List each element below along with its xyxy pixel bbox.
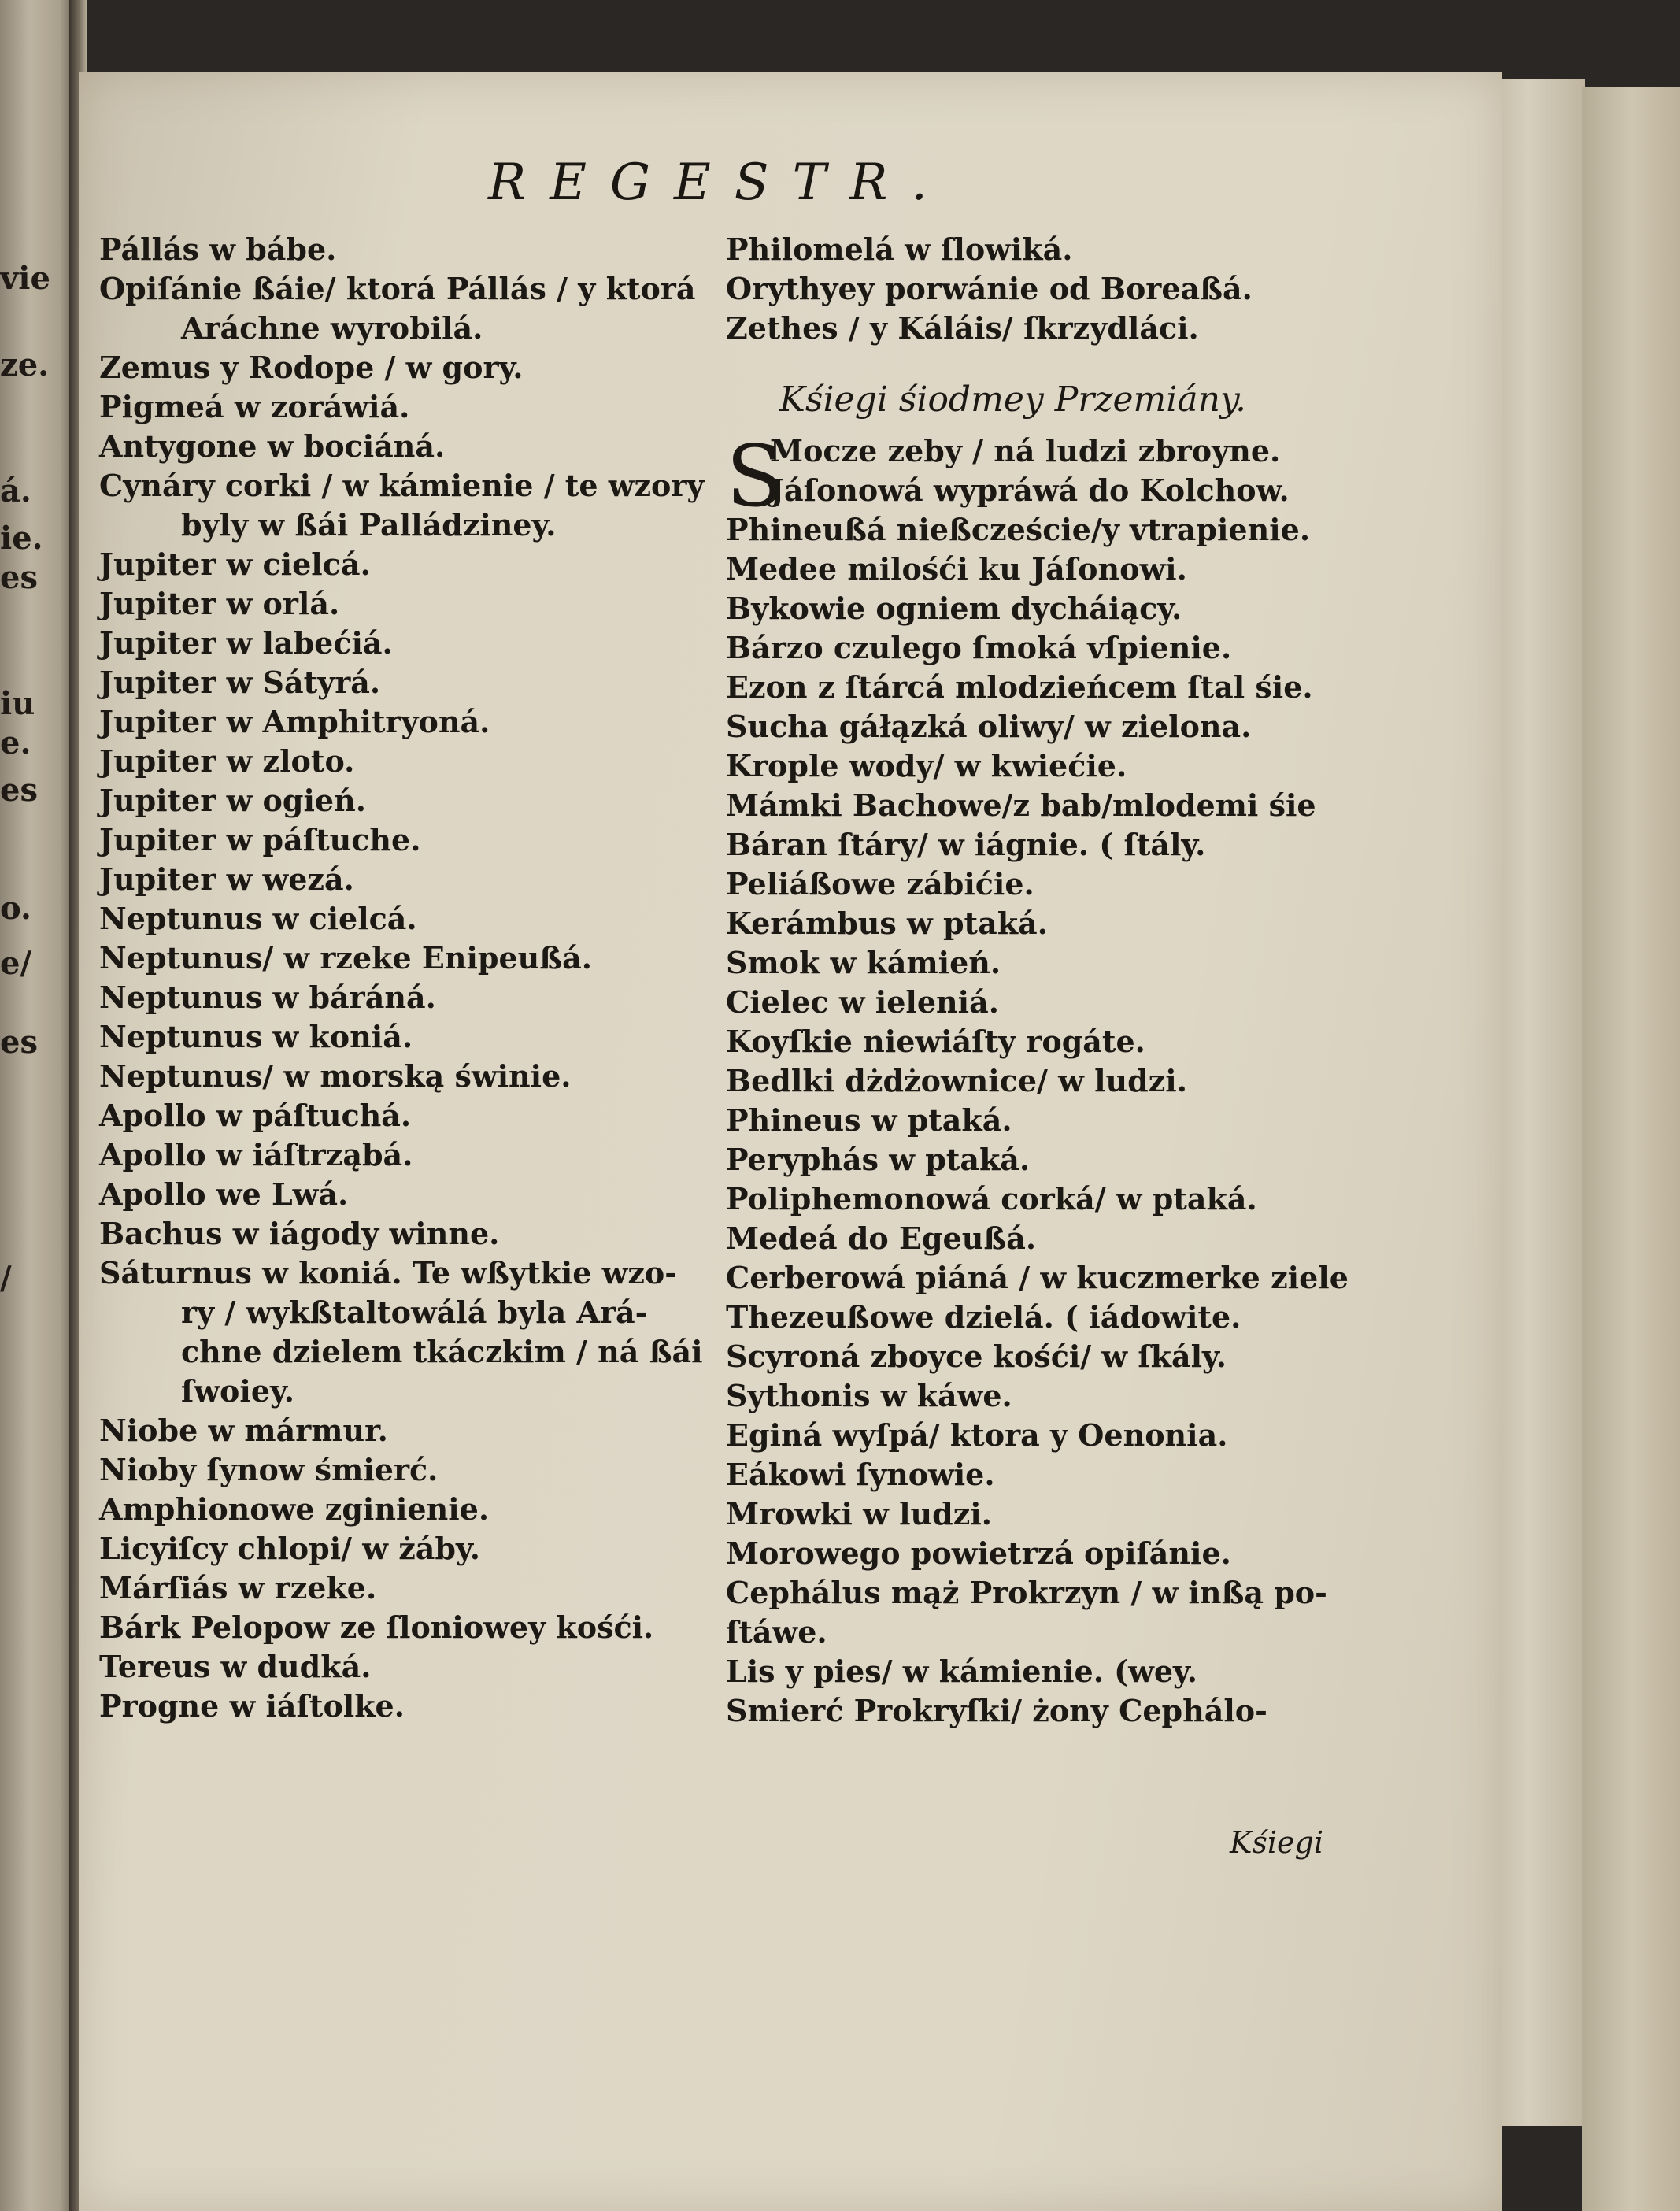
register-entry: Mocze zeby / ná ludzi zbroyne. — [770, 433, 1281, 468]
register-entry: Antygone w bociáná. — [99, 428, 446, 464]
register-entry: Jupiter w labećiá. — [99, 625, 393, 661]
register-entry: Aráchne wyrobilá. — [181, 310, 483, 346]
register-entry: Sythonis w káwe. — [726, 1378, 1012, 1413]
page-block-edge — [1582, 87, 1680, 2211]
register-entry: Jáſonowá wypráwá do Kolchow. — [770, 472, 1290, 508]
register-entry: Márſiás w rzeke. — [99, 1570, 377, 1605]
register-entry: Opiſánie ßáie/ ktorá Pállás / y ktorá — [99, 271, 696, 306]
page-edge — [1488, 79, 1585, 2126]
register-entry: Jupiter w Amphitryoná. — [99, 704, 490, 739]
previous-page-fragment: ie. — [0, 520, 43, 557]
catchword: Kśiegi — [1230, 1825, 1324, 1860]
register-entry: Pigmeá w zoráwiá. — [99, 389, 410, 424]
register-entry: Neptunus w koniá. — [99, 1019, 413, 1054]
register-entry: byly w ßái Palládziney. — [181, 507, 557, 543]
register-entry: Medeá do Egeußá. — [726, 1220, 1037, 1256]
register-entry: Sáturnus w koniá. Te wßytkie wzo- — [99, 1255, 678, 1291]
register-entry: chne dzielem tkáczkim / ná ßái — [181, 1334, 703, 1369]
register-entry: Cerberowá piáná / w kuczmerke ziele — [726, 1260, 1349, 1295]
register-entry: Jupiter w ogień. — [99, 783, 366, 818]
register-entry: Poliphemonowá corká/ w ptaká. — [726, 1181, 1257, 1217]
register-entry: Neptunus w cielcá. — [99, 901, 417, 936]
register-entry: Orythyey porwánie od Boreaßá. — [726, 271, 1253, 306]
register-entry: Phineus w ptaká. — [726, 1102, 1012, 1138]
register-entry: Báran ſtáry/ w iágnie. ( ſtály. — [726, 827, 1206, 862]
register-entry: Krople wody/ w kwiećie. — [726, 748, 1127, 783]
register-entry: Sucha gáłązká oliwy/ w zielona. — [726, 709, 1252, 744]
previous-page-fragment: e/ — [0, 945, 32, 982]
running-head: REGESTR. — [488, 154, 951, 212]
register-entry: Jupiter w wezá. — [99, 861, 354, 897]
register-entry: Peryphás w ptaká. — [726, 1142, 1031, 1177]
register-entry: Ezon z ſtárcá mlodzieńcem ſtal śie. — [726, 669, 1313, 705]
register-entry: Peliáßowe zábićie. — [726, 866, 1034, 902]
register-entry: Niobe w mármur. — [99, 1413, 388, 1448]
register-entry: Apollo w iáſtrząbá. — [99, 1137, 413, 1172]
register-entry: Phineußá nießczeście/y vtrapienie. — [726, 512, 1311, 547]
register-entry: Bárk Pelopow ze ſloniowey kośći. — [99, 1609, 654, 1645]
register-entry: Eákowi ſynowie. — [726, 1457, 995, 1492]
register-entry: Zemus y Rodope / w gory. — [99, 350, 524, 385]
register-entry: Bachus w iágody winne. — [99, 1216, 500, 1251]
register-entry: Zethes / y Káláis/ ſkrzydláci. — [726, 310, 1199, 346]
register-entry: Jupiter w Sátyrá. — [99, 665, 381, 700]
previous-page-fragment: e. — [0, 724, 31, 761]
register-entry: Jupiter w orlá. — [99, 586, 340, 621]
previous-page-fragment: es — [0, 1024, 38, 1061]
register-entry: Philomelá w ſlowiká. — [726, 231, 1073, 267]
previous-page-fragment: es — [0, 559, 38, 596]
previous-page-fragment: ze. — [0, 346, 50, 383]
register-entry: Cielec w ieleniá. — [726, 984, 999, 1020]
register-entry: Jupiter w páſtuche. — [99, 822, 421, 857]
register-entry: Jupiter w cielcá. — [99, 546, 371, 582]
register-entry: Nioby ſynow śmierć. — [99, 1452, 439, 1487]
register-entry: Eginá wyſpá/ ktora y Oenonia. — [726, 1417, 1228, 1453]
previous-page-fragment: iu — [0, 685, 35, 722]
drop-cap: S — [726, 428, 784, 526]
section-title: Kśiegi śiodmey Przemiány. — [779, 380, 1246, 420]
register-entry: Apollo w páſtuchá. — [99, 1098, 412, 1133]
register-entry: Koyſkie niewiáſty rogáte. — [726, 1024, 1145, 1059]
register-entry: Mámki Bachowe/z bab/mlodemi śie — [726, 787, 1316, 823]
register-entry: Amphionowe zginienie. — [99, 1491, 490, 1527]
previous-page-fragment: / — [0, 1260, 12, 1297]
register-entry: Bedlki dżdżownice/ w ludzi. — [726, 1063, 1187, 1098]
previous-page-fragment: es — [0, 772, 38, 809]
register-entry: Mrowki w ludzi. — [726, 1496, 992, 1531]
register-entry: Thezeußowe dzielá. ( iádowite. — [726, 1299, 1241, 1335]
register-entry: Smierć Prokryſki/ żony Cephálo- — [726, 1693, 1267, 1728]
register-entry: Cephálus mąż Prokrzyn / w inßą po- — [726, 1575, 1327, 1610]
register-entry: Pállás w bábe. — [99, 231, 337, 267]
register-entry: ſtáwe. — [726, 1614, 827, 1650]
previous-page-fragment: o. — [0, 890, 31, 927]
register-entry: Neptunus w báráná. — [99, 980, 436, 1015]
register-entry: Jupiter w zloto. — [99, 743, 355, 779]
register-entry: Medee milośći ku Jáſonowi. — [726, 551, 1187, 587]
previous-page-edge — [0, 0, 75, 2211]
previous-page-fragment: á. — [0, 472, 31, 509]
register-entry: ſwoiey. — [181, 1373, 294, 1409]
register-entry: Tereus w dudká. — [99, 1649, 372, 1684]
register-entry: Morowego powietrzá opiſánie. — [726, 1535, 1231, 1571]
register-entry: Neptunus/ w rzeke Enipeußá. — [99, 940, 592, 976]
register-entry: Smok w kámień. — [726, 945, 1001, 980]
register-entry: ry / wykßtaltowálá byla Ará- — [181, 1294, 648, 1330]
register-entry: Neptunus/ w morską świnie. — [99, 1058, 572, 1094]
register-entry: Cynáry corki / w kámienie / te wzory — [99, 468, 705, 503]
register-entry: Lis y pies/ w kámienie. (wey. — [726, 1654, 1198, 1689]
register-entry: Licyiſcy chlopi/ w żáby. — [99, 1531, 480, 1566]
register-entry: Kerámbus w ptaká. — [726, 906, 1048, 941]
register-entry: Apollo we Lwá. — [99, 1176, 349, 1212]
register-entry: Scyroná zboyce kośći/ w ſkály. — [726, 1339, 1227, 1374]
register-entry: Bárzo czulego ſmoká vſpienie. — [726, 630, 1232, 665]
register-entry: Bykowie ogniem dycháiący. — [726, 591, 1182, 626]
previous-page-fragment: vie — [0, 260, 50, 297]
register-entry: Progne w iáſtolke. — [99, 1688, 405, 1724]
